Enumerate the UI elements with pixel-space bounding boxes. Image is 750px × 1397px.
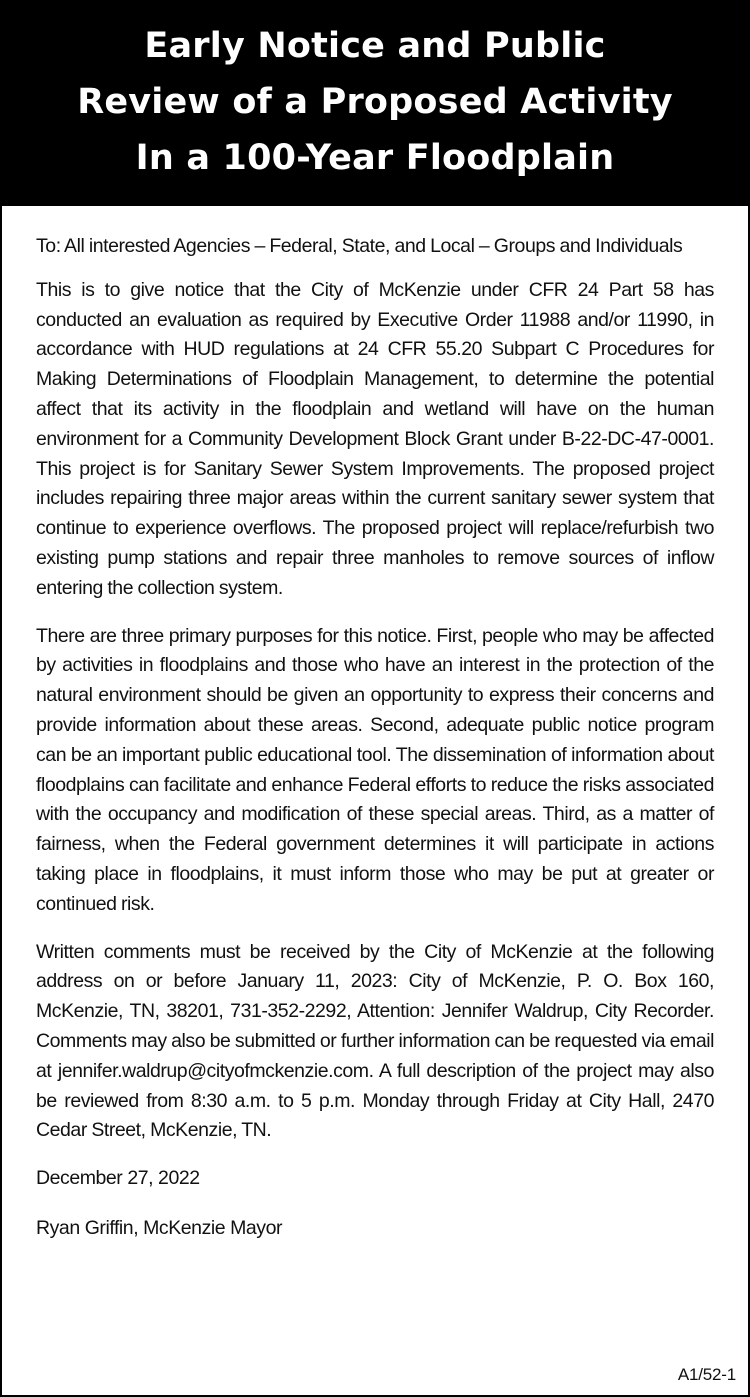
paragraph-evaluation: This is to give notice that the City of McKenzie under CFR 24 Part 58 has conducted an evaluation as required by Executive Order 11988 and/or 11990, in accordance with HUD regulations at 24 CFR 55.20 Subpart C Procedures for Making Determinations of Floodplain Management, to determine the potential affect that its activity in the floodplain and wetland will have on the human environment for a Community Development Block Grant under B-22-DC-47-0001. This project is for Sanitary Sewer System Improvements. The proposed project includes repairing three major areas within the current sanitary sewer system that continue to experience overflows. The proposed project will replace/refurbish two existing pump stations and repair three manholes to remove sources of inflow entering the collection system.: [36, 278, 714, 599]
notice-title-line-2: Review of a Proposed Activity: [77, 82, 673, 122]
notice-body: [2, 206, 748, 1244]
paragraph-comments: Written comments must be received by the City of McKenzie at the following address on or before January 11, 2023: City of McKenzie, P. O. Box 160, McKenzie, TN, 38201, 731-352-2292, Attention: Jennifer Waldrup, City Recorder. Comments may also be submitted or further information can be requested via email at jennifer.waldrup@cityofmckenzie.com. A full description of the project may also be reviewed from 8:30 a.m. to 5 p.m. Monday through Friday at City Hall, 2470 Cedar Street, McKenzie, TN.: [36, 940, 714, 1142]
signature-line: Ryan Griffin, McKenzie Mayor: [36, 1216, 283, 1239]
notice-header: [2, 2, 748, 206]
paragraph-purposes: There are three primary purposes for this notice. First, people who may be affected by activities in floodplains and those who have an interest in the protection of the natural environment should be given an opportunity to express their concerns and provide information about these areas. Second, adequate public notice program can be an important public educational tool. The dissemination of information about floodplains can facilitate and enhance Federal efforts to reduce the risks associated with the occupancy and modification of these special areas. Third, as a matter of fairness, when the Federal government determines it will participate in actions taking place in floodplains, it must inform those who may be put at greater or continued risk.: [36, 624, 714, 915]
notice-title-line-3: In a 100-Year Floodplain: [135, 138, 615, 178]
ad-reference-code: A1/52-1: [677, 1365, 736, 1384]
notice-date: December 27, 2022: [36, 1167, 200, 1190]
notice-title-line-1: Early Notice and Public: [144, 26, 606, 66]
addressee-line: To: All interested Agencies – Federal, State, and Local – Groups and Individuals: [36, 235, 683, 257]
